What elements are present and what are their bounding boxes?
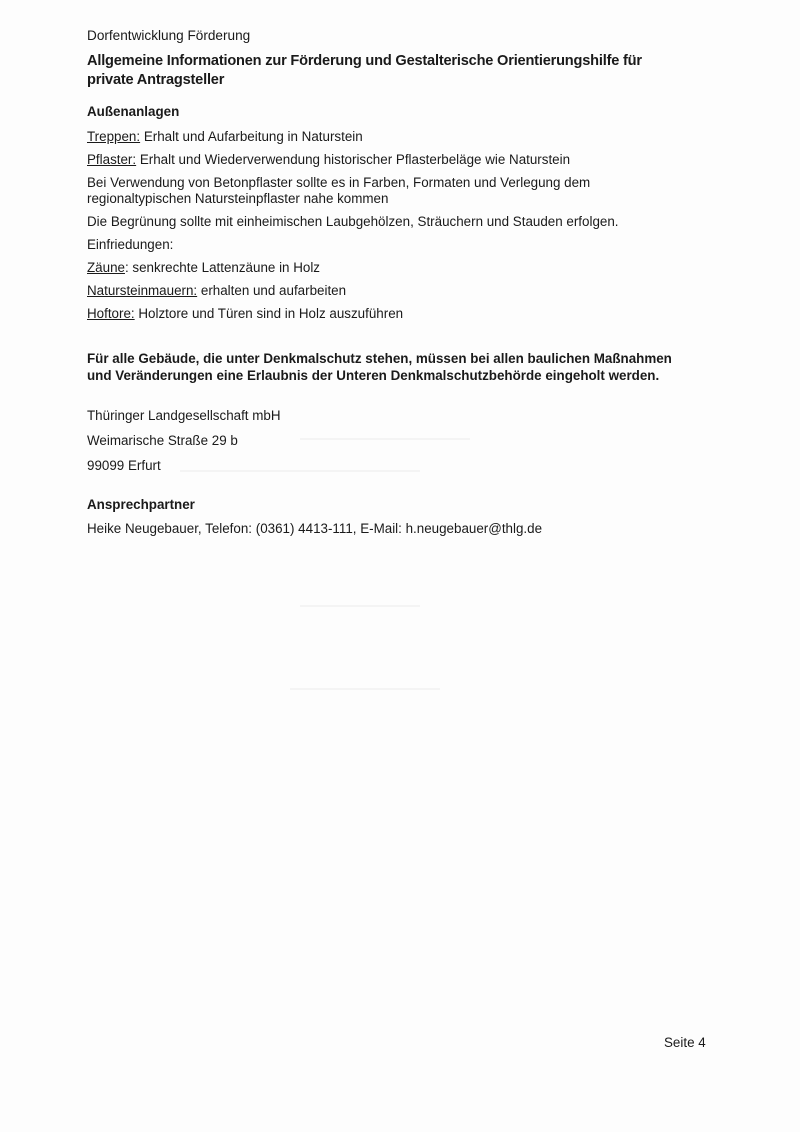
- section-heading-aussenanlagen: Außenanlagen: [87, 104, 180, 119]
- item-treppen: [87, 129, 717, 145]
- page-number: Seite 4: [664, 1035, 706, 1050]
- item-label: Natursteinmauern:: [87, 283, 198, 298]
- item-label: Hoftore:: [87, 306, 135, 321]
- item-zaeune: [87, 260, 717, 276]
- address-company: Thüringer Landgesellschaft mbH: [87, 408, 281, 423]
- contact-heading: Ansprechpartner: [87, 497, 195, 512]
- item-hoftore: [87, 306, 717, 322]
- item-label: Zäune: [87, 260, 125, 275]
- item-text: erhalten und aufarbeiten: [197, 283, 347, 298]
- document-title: Allgemeine Informationen zur Förderung und Gestalterische Orientierungshilfe für private Antragsteller: [87, 53, 642, 88]
- item-text: : senkrechte Lattenzäune in Holz: [124, 260, 320, 275]
- item-pflaster: [87, 152, 717, 168]
- scan-artifact: [290, 688, 440, 690]
- address-city: 99099 Erfurt: [87, 458, 161, 473]
- enclosures-heading: Einfriedungen:: [87, 237, 174, 252]
- item-label: Treppen:: [87, 129, 141, 144]
- greening-note: Die Begrünung sollte mit einheimischen Laubgehölzen, Sträuchern und Stauden erfolgen.: [87, 214, 619, 229]
- address-block: [87, 408, 717, 474]
- address-street: Weimarische Straße 29 b: [87, 433, 238, 448]
- item-natursteinmauern: [87, 283, 717, 299]
- contact-details: Heike Neugebauer, Telefon: (0361) 4413-111, E-Mail: h.neugebauer@thlg.de: [87, 521, 543, 536]
- item-text: Holztore und Türen sind in Holz auszuführen: [134, 306, 404, 321]
- item-text: Erhalt und Wiederverwendung historischer Pflasterbeläge wie Naturstein: [136, 152, 571, 167]
- item-label: Pflaster:: [87, 152, 137, 167]
- document-header: Dorfentwicklung Förderung: [87, 28, 251, 43]
- scan-artifact: [300, 605, 420, 607]
- document-body: [87, 28, 717, 537]
- concrete-paver-note: Bei Verwendung von Betonpflaster sollte es in Farben, Formaten und Verlegung dem regionaltypischen Natursteinpflaster nahe kommen: [87, 175, 591, 206]
- item-text: Erhalt und Aufarbeitung in Naturstein: [140, 129, 363, 144]
- monument-protection-notice: Für alle Gebäude, die unter Denkmalschutz stehen, müssen bei allen baulichen Maßnahmen und Veränderungen eine Erlaubnis der Unteren Denkmalschutzbehörde eingeholt werden.: [87, 351, 672, 383]
